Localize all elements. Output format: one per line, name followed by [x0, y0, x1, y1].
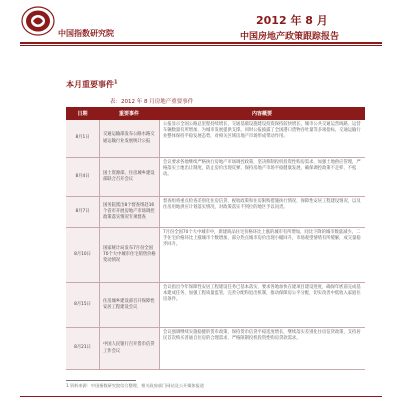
row-date: 8月15日 [66, 283, 99, 327]
section-title [66, 79, 117, 90]
header-divider [20, 42, 382, 44]
row-summary: 督查组将重点检查差别化住房信贷、税收政策和住房限购措施执行情况，保障性安居工程建设情况，以及住房用地供应计划落实情况，对政策落实不到位的地区予以问责。 [159, 197, 365, 227]
org-name: 中国指数研究院 [58, 29, 114, 38]
table-header [66, 107, 365, 120]
org-logo-icon [21, 6, 55, 36]
footnote-mark: 1 [114, 79, 118, 86]
row-event: 国务院派出8个督查组赴16个省市开展房地产市场调控政策落实情况专项督查 [99, 197, 159, 227]
row-date: 8月4日 [66, 158, 99, 196]
row-summary: 公报显示全国公路总里程持续增长，交通基础设施建设投资保持较快增长，城市公共交通运营线路、运营车辆数量有所增加，为城市发展提供支撑。同时公报披露了全国港口货物吞吐量等多项指标，交通运输行业整体保持平稳发展态势，对相关区域房地产市场形成带动作用。 [159, 120, 365, 157]
table-caption: 表：2012 年 8 月房地产重要事件 [110, 99, 194, 105]
row-summary: 会议指出今年保障性安居工程建设任务已基本落实，要求各地加快在建项目建设进度，确保年底前完成基本建成任务，加强工程质量监管，完善分配和退出机制，推动保障房公平分配，切实改善中低收入家庭住房条件。 [159, 283, 365, 327]
table-row [66, 328, 365, 370]
row-date: 8月1日 [66, 120, 99, 157]
table-row [66, 197, 365, 228]
row-date: 8月10日 [66, 228, 99, 282]
footnote: 1 资料来源：中国指数研究院综合整理，相关政府部门网站及公开媒体报道 [66, 383, 204, 388]
table-row [66, 120, 365, 158]
section-title-text: 本月重要事件 [66, 80, 114, 89]
column-header-summary: 内容概要 [251, 111, 272, 117]
header-divider-thin [20, 45, 382, 46]
row-event: 国土资源部、住房城乡建设部联合召开会议 [99, 158, 159, 196]
row-date: 8月7日 [66, 197, 99, 227]
row-event: 住房城乡建设部召开保障性安居工程建设会议 [99, 283, 159, 327]
row-event: 国家统计局发布7月份全国70个大中城市住宅销售价格变动情况 [99, 228, 159, 282]
table-row [66, 228, 365, 283]
events-table [66, 107, 365, 370]
table-row [66, 283, 365, 328]
row-summary: 会议强调继续实施稳健的货币政策，保持货币信贷平稳适度增长，继续落实差别化住房信贷政策，支持居民首次购买普通自住房的合理需求，严格限制投机投资性购房贷款需求。 [159, 328, 365, 369]
row-summary: 7月份全国70个大中城市中，新建商品住宅价格环比上涨的城市有所增加，同比下降的城市数量减少。二手住宅价格环比上涨城市个数增加，部分热点城市房价出现小幅回升，市场观望情绪有所缓解，成交量稳步回升。 [159, 228, 365, 282]
row-date: 8月21日 [66, 328, 99, 369]
table-row [66, 158, 365, 197]
row-event: 中国人民银行召开货币信贷工作会议 [99, 328, 159, 369]
row-event: 交通运输部发布公路水路交通运输行业发展统计公报 [99, 120, 159, 157]
column-header-date: 日期 [77, 111, 88, 117]
footnote-divider [66, 380, 136, 381]
report-year: 2012 年 8 月 [256, 14, 328, 27]
row-summary: 会议要求各地继续严格执行房地产市场调控政策，坚决抑制投机投资性购房需求，加强土地供应管理，严格落实土地出让制度，防止房价出现反弹，保持房地产市场平稳健康发展，确保调控政策不走样、不松动。 [159, 158, 365, 196]
footer-divider [20, 396, 382, 397]
report-title: 中国房地产政策跟踪报告 [240, 32, 340, 42]
column-header-event: 重要事件 [118, 111, 139, 117]
